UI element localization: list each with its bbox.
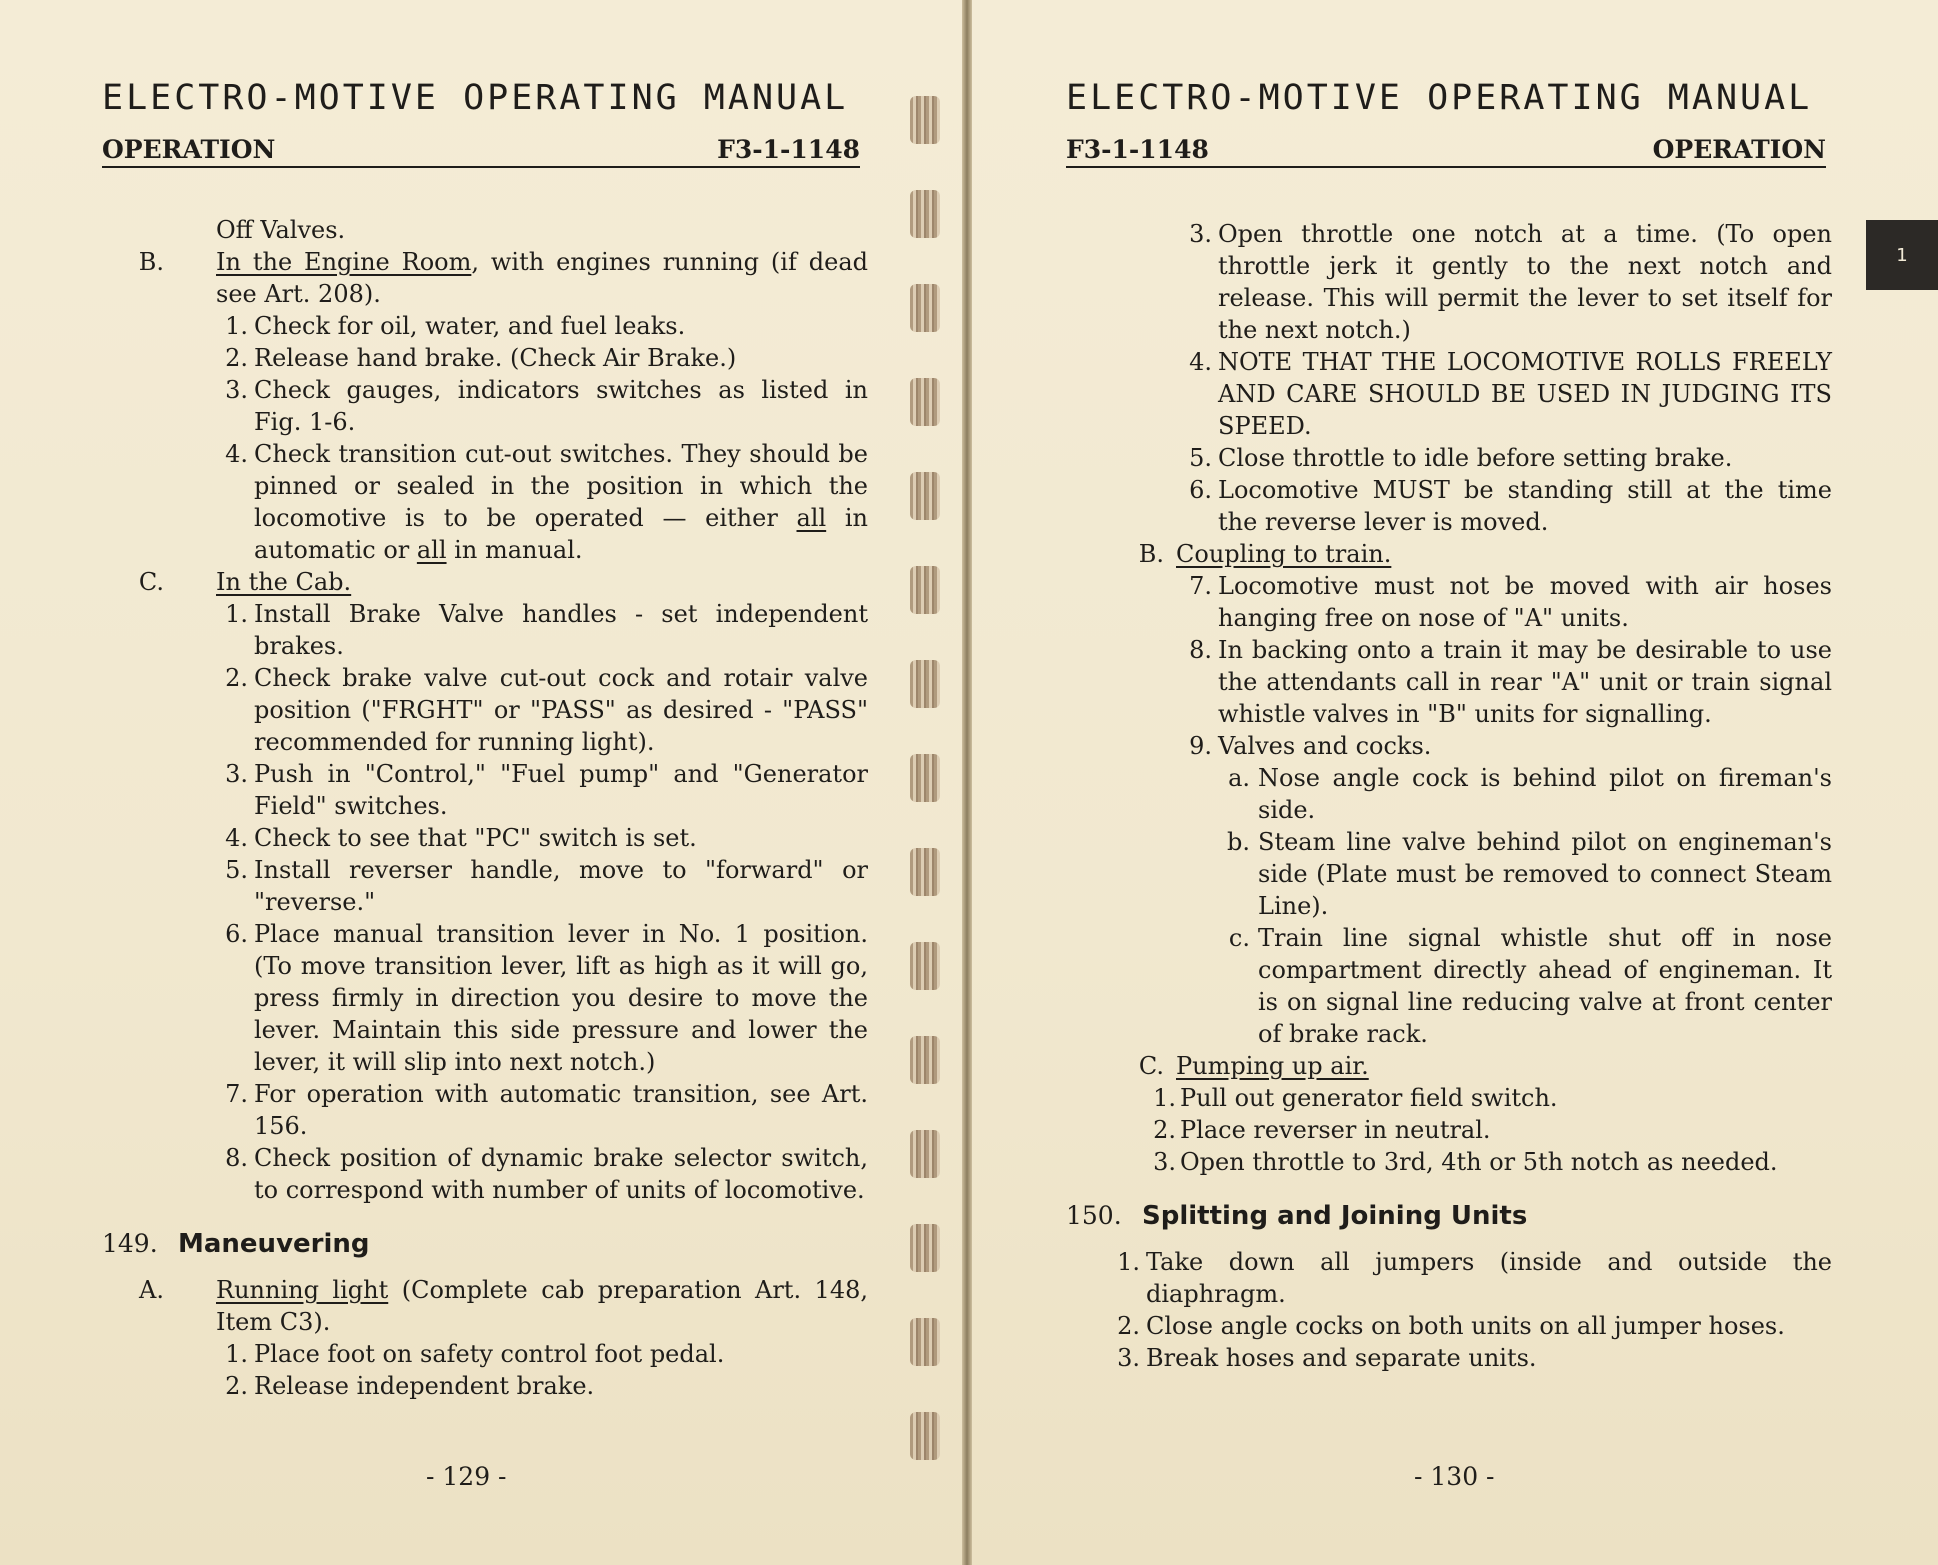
left-body [102,214,868,1402]
list-item: c. Train line signal whistle shut off in nose compartment directly ahead of engineman. It is on signal line reducing valve at front center of brake rack. [1228,924,1832,1048]
subsection-c: C. Pumping up air. [1066,1050,1832,1082]
section-label: OPERATION [1652,135,1826,164]
subsection-b: B. In the Engine Room, with engines running (if dead see Art. 208). [138,248,868,308]
list-item: a. Nose angle cock is behind pilot on fireman's side. [1228,764,1832,824]
left-page [0,0,962,1565]
list-item: 2. Close angle cocks on both units on all jumper hoses. [1117,1312,1785,1340]
list-item: 5. Close throttle to idle before setting brake. [1189,444,1733,472]
continuation-line: Off Valves. [216,216,346,244]
subsection-c: C. In the Cab. [102,566,868,598]
list-item: 4. Check transition cut-out switches. They should be pinned or sealed in the position in which the locomotive is to be operated — either all in automatic or all in manual. [225,440,868,564]
list-item: 6. Locomotive MUST be standing still at the time the reverse lever is moved. [1189,476,1832,536]
list-item: 4. NOTE THAT THE LOCOMOTIVE ROLLS FREELY AND CARE SHOULD BE USED IN JUDGING ITS SPEED. [1189,348,1832,440]
list-item: 1. Pull out generator field switch. [1153,1084,1558,1112]
right-page [972,0,1938,1565]
subsection-c-label: Pumping up air. [1176,1052,1369,1080]
list-item: 7. For operation with automatic transition, see Art. 156. [225,1080,868,1140]
subsection-b-label: Coupling to train. [1176,540,1392,568]
list-item: 3. Break hoses and separate units. [1117,1344,1537,1372]
list-item: 2. Place reverser in neutral. [1153,1116,1491,1144]
list-item: 1. Take down all jumpers (inside and outside the diaphragm. [1117,1248,1832,1308]
section-150-heading: 150. Splitting and Joining Units [1066,1201,1528,1231]
list-item: 8. Check position of dynamic brake selector switch, to correspond with number of units of locomotive. [225,1144,868,1204]
page-number: - 129 - [426,1462,507,1491]
document-code: F3-1-1148 [1066,135,1209,164]
list-item: 5. Install reverser handle, move to "forward" or "reverse." [225,856,868,916]
running-header [102,136,860,168]
section-149-heading: 149. Maneuvering [102,1229,370,1259]
section-label: OPERATION [102,135,276,164]
right-body [1066,218,1832,1374]
list-item: 1. Check for oil, water, and fuel leaks. [225,312,686,340]
subsection-c-label: In the Cab. [216,568,352,596]
subsection-b: B. Coupling to train. [1066,538,1832,570]
page-number: - 130 - [1414,1462,1495,1491]
book-gutter [962,0,972,1565]
manual-title: ELECTRO-MOTIVE OPERATING MANUAL [102,78,849,118]
list-item: 3. Check gauges, indicators switches as listed in Fig. 1-6. [225,376,868,436]
list-item: 3. Open throttle one notch at a time. (To open throttle jerk it gently to the next notch and release. This will permit the lever to set itself for the next notch.) [1189,220,1832,344]
subsection-b-label: In the Engine Room [216,248,472,276]
list-item: 7. Locomotive must not be moved with air hoses hanging free on nose of "A" units. [1189,572,1832,632]
list-item: 9. Valves and cocks. [1189,732,1432,760]
list-item: 3. Open throttle to 3rd, 4th or 5th notch as needed. [1153,1148,1778,1176]
list-item: 8. In backing onto a train it may be desirable to use the attendants call in rear "A" unit or train signal whistle valves in "B" units for signalling. [1189,636,1832,728]
list-item: 1. Place foot on safety control foot pedal. [225,1340,725,1368]
document-code: F3-1-1148 [717,135,860,164]
manual-title: ELECTRO-MOTIVE OPERATING MANUAL [1066,78,1813,118]
subsection-a-label: Running light [216,1276,389,1304]
list-item: b. Steam line valve behind pilot on engineman's side (Plate must be removed to connect Steam Line). [1227,828,1832,920]
list-item: 2. Check brake valve cut-out cock and rotair valve position ("FRGHT" or "PASS" as desired - "PASS" recommended for running light). [225,664,868,756]
subsection-a: A. Running light (Complete cab preparation Art. 148, Item C3). [139,1276,868,1336]
list-item: 1. Install Brake Valve handles - set independent brakes. [225,600,868,660]
list-item: 2. Release hand brake. (Check Air Brake.) [225,344,737,372]
list-item: 6. Place manual transition lever in No. 1 position. (To move transition lever, lift as high as it will go, press firmly in direction you desire to move the lever. Maintain this side pressure and lower the lever, it will slip into next notch.) [225,920,868,1076]
list-item: 4. Check to see that "PC" switch is set. [225,824,697,852]
list-item: 2. Release independent brake. [225,1372,595,1400]
section-tab: 1 [1866,220,1938,290]
running-header [1066,136,1826,168]
list-item: 3. Push in "Control," "Fuel pump" and "Generator Field" switches. [225,760,868,820]
